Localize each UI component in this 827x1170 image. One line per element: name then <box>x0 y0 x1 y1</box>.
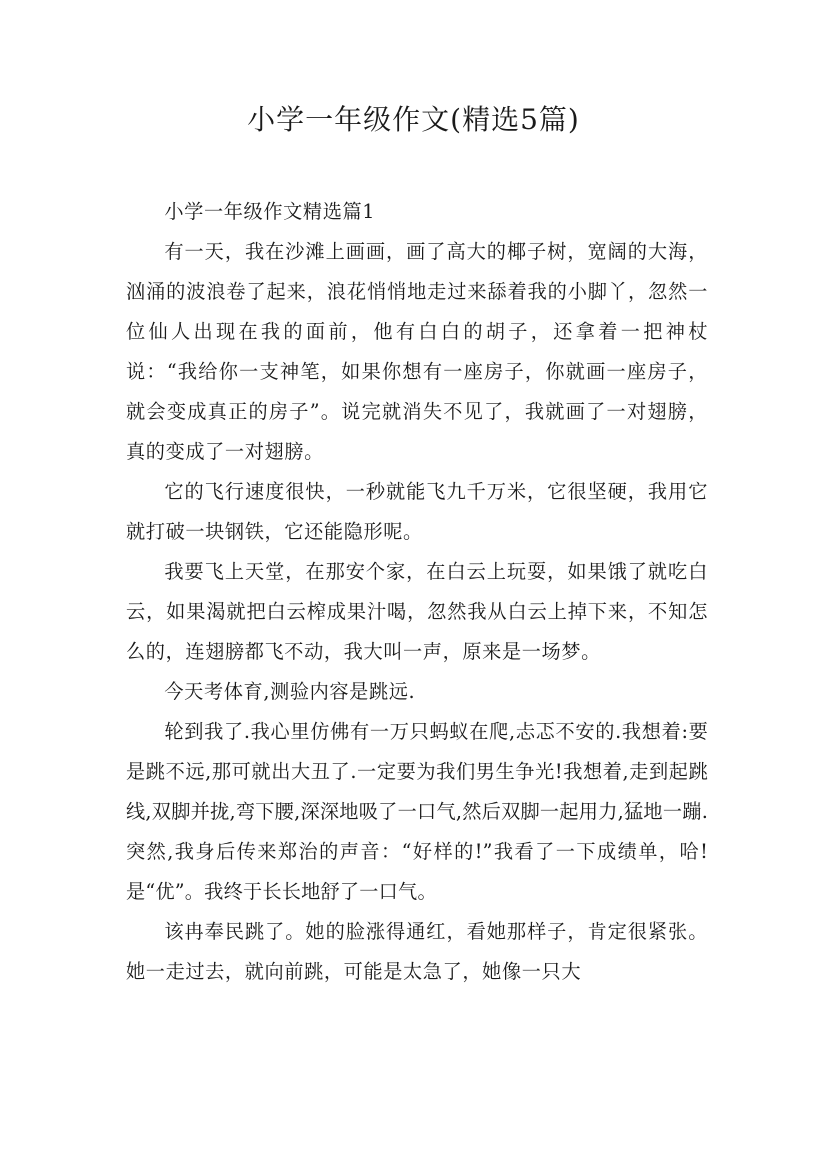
document-body <box>126 192 708 992</box>
document-title: 小学一年级作文(精选5篇) <box>247 103 580 136</box>
paragraph-5: 轮到我了.我心里仿佛有一万只蚂蚁在爬,忐忑不安的.我想着:要是跳不远,那可就出大丑了.一定要为我们男生争光!我想着,走到起跳线,双脚并拢,弯下腰,深深地吸了一口气,然后双脚一起用力,猛地一蹦.突然,我身后传来郑治的声音：“好样的!”我看了一下成绩单，哈!是“优”。我终于长长地舒了一口气。 <box>126 720 708 903</box>
paragraph-2: 它的飞行速度很快，一秒就能飞九千万米，它很坚硬，我用它就打破一块钢铁，它还能隐形呢。 <box>126 480 708 543</box>
paragraph-6: 该冉奉民跳了。她的脸涨得通红，看她那样子，肯定很紧张。她一走过去，就向前跳，可能是太急了，她像一只大 <box>126 920 708 983</box>
paragraph-1: 有一天，我在沙滩上画画，画了高大的椰子树，宽阔的大海，汹涌的波浪卷了起来，浪花悄悄地走过来舔着我的小脚丫，忽然一位仙人出现在我的面前，他有白白的胡子，还拿着一把神杖说：“我给你一支神笔，如果你想有一座房子，你就画一座房子，就会变成真正的房子”。说完就消失不见了，我就画了一对翅膀，真的变成了一对翅膀。 <box>126 240 708 463</box>
section-heading: 小学一年级作文精选篇1 <box>164 200 376 223</box>
paragraph-3: 我要飞上天堂，在那安个家，在白云上玩耍，如果饿了就吃白云，如果渴就把白云榨成果汁喝，忽然我从白云上掉下来，不知怎么的，连翅膀都飞不动，我大叫一声，原来是一场梦。 <box>126 560 708 663</box>
paragraph-4: 今天考体育,测验内容是跳远. <box>164 680 416 703</box>
